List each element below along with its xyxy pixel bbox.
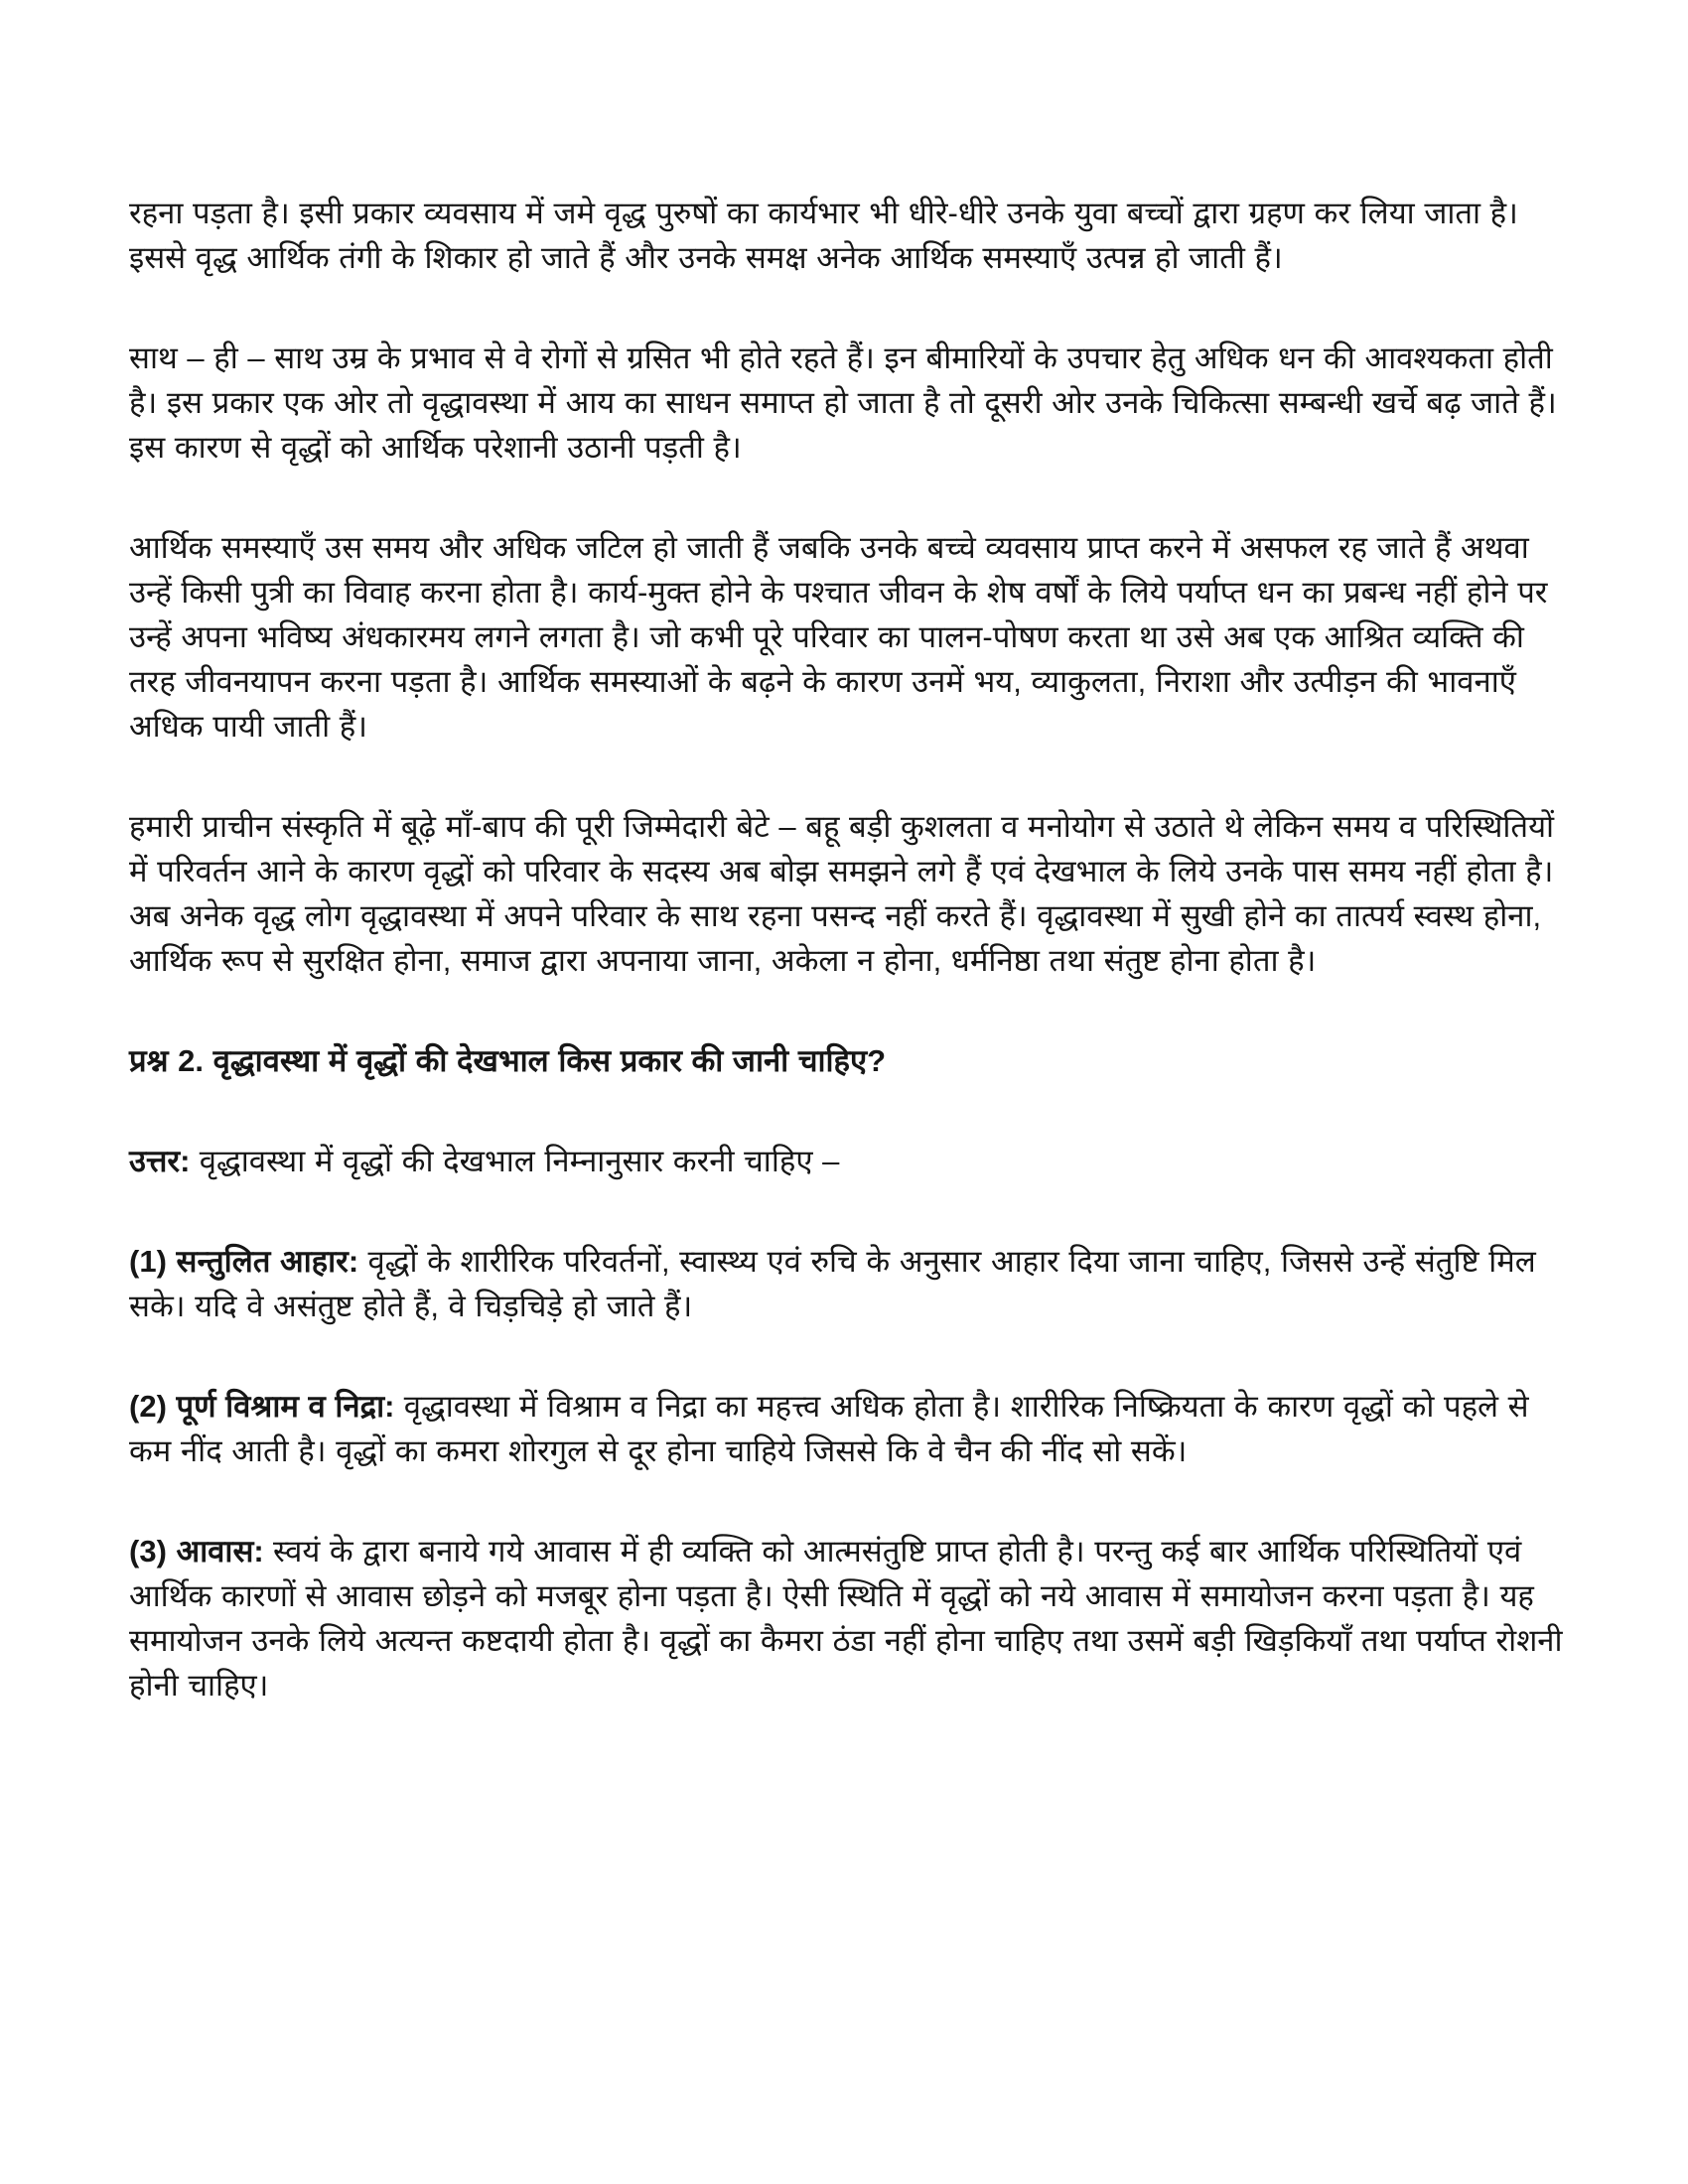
care-item-1-label: (1) सन्तुलित आहार:: [129, 1244, 359, 1279]
paragraph-family-culture: हमारी प्राचीन संस्कृति में बूढ़े माँ-बाप की पूरी जिम्मेदारी बेटे – बहू बड़ी कुशलता व मनोयोग से उठाते थे लेकिन समय व परिस्थितियों में परिवर्तन आने के कारण वृद्धों को परिवार के सदस्य अब बोझ समझने लगे हैं एवं देखभाल के लिये उनके पास समय नहीं होता है। अब अनेक वृद्ध लोग वृद्धावस्था में अपने परिवार के साथ रहना पसन्द नहीं करते हैं। वृद्धावस्था में सुखी होने का तात्पर्य स्वस्थ होना, आर्थिक रूप से सुरक्षित होना, समाज द्वारा अपनाया जाना, अकेला न होना, धर्मनिष्ठा तथा संतुष्ट होना होता है।: [129, 809, 1555, 978]
answer-label: उत्तर:: [129, 1144, 191, 1178]
care-item-2-label: (2) पूर्ण विश्राम व निद्रा:: [129, 1389, 395, 1424]
care-item-1-text: वृद्धों के शारीरिक परिवर्तनों, स्वास्थ्य एवं रुचि के अनुसार आहार दिया जाना चाहिए, जिससे उन्हें संतुष्टि मिल सके। यदि वे असंतुष्ट होते हैं, वे चिड़चिड़े हो जाते हैं।: [129, 1244, 1536, 1323]
care-item-1: [129, 1239, 1567, 1328]
document-content: [129, 191, 1567, 1763]
care-item-2: [129, 1384, 1567, 1473]
care-item-3-text: स्वयं के द्वारा बनाये गये आवास में ही व्यक्ति को आत्मसंतुष्टि प्राप्त होती है। परन्तु कई बार आर्थिक परिस्थितियों एवं आर्थिक कारणों से आवास छोड़ने को मजबूर होना पड़ता है। ऐसी स्थिति में वृद्धों को नये आवास में समायोजन करना पड़ता है। यह समायोजन उनके लिये अत्यन्त कष्टदायी होता है। वृद्धों का कैमरा ठंडा नहीं होना चाहिए तथा उसमें बड़ी खिड़कियाँ तथा पर्याप्त रोशनी होनी चाहिए।: [129, 1534, 1563, 1703]
paragraph-economic-problems: आर्थिक समस्याएँ उस समय और अधिक जटिल हो जाती हैं जबकि उनके बच्चे व्यवसाय प्राप्त करने में असफल रह जाते हैं अथवा उन्हें किसी पुत्री का विवाह करना होता है। कार्य-मुक्त होने के पश्चात जीवन के शेष वर्षों के लिये पर्याप्त धन का प्रबन्ध नहीं होने पर उन्हें अपना भविष्य अंधकारमय लगने लगता है। जो कभी पूरे परिवार का पालन-पोषण करता था उसे अब एक आश्रित व्यक्ति की तरह जीवनयापन करना पड़ता है। आर्थिक समस्याओं के बढ़ने के कारण उनमें भय, व्याकुलता, निराशा और उत्पीड़न की भावनाएँ अधिक पायी जाती हैं।: [129, 530, 1548, 744]
care-item-3-label: (3) आवास:: [129, 1534, 264, 1569]
care-item-2-text: वृद्धावस्था में विश्राम व निद्रा का महत्त्व अधिक होता है। शारीरिक निष्क्रियता के कारण वृद्धों को पहले से कम नींद आती है। वृद्धों का कमरा शोरगुल से दूर होना चाहिये जिससे कि वे चैन की नींद सो सकें।: [129, 1389, 1529, 1468]
answer-lead-text: वृद्धावस्था में वृद्धों की देखभाल निम्नानुसार करनी चाहिए –: [199, 1144, 840, 1178]
paragraph-health-expenses: साथ – ही – साथ उम्र के प्रभाव से वे रोगों से ग्रसित भी होते रहते हैं। इन बीमारियों के उपचार हेतु अधिक धन की आवश्यकता होती है। इस प्रकार एक ओर तो वृद्धावस्था में आय का साधन समाप्त हो जाता है तो दूसरी ओर उनके चिकित्सा सम्बन्धी खर्चे बढ़ जाते हैं। इस कारण से वृद्धों को आर्थिक परेशानी उठानी पड़ती है।: [129, 341, 1557, 465]
answer-lead: [129, 1139, 1567, 1183]
paragraph-career-burden: रहना पड़ता है। इसी प्रकार व्यवसाय में जमे वृद्ध पुरुषों का कार्यभार भी धीरे-धीरे उनके युवा बच्चों द्वारा ग्रहण कर लिया जाता है। इससे वृद्ध आर्थिक तंगी के शिकार हो जाते हैं और उनके समक्ष अनेक आर्थिक समस्याएँ उत्पन्न हो जाती हैं।: [129, 196, 1518, 275]
care-item-3: [129, 1529, 1567, 1707]
question-heading: प्रश्न 2. वृद्धावस्था में वृद्धों की देखभाल किस प्रकार की जानी चाहिए?: [129, 1043, 887, 1078]
